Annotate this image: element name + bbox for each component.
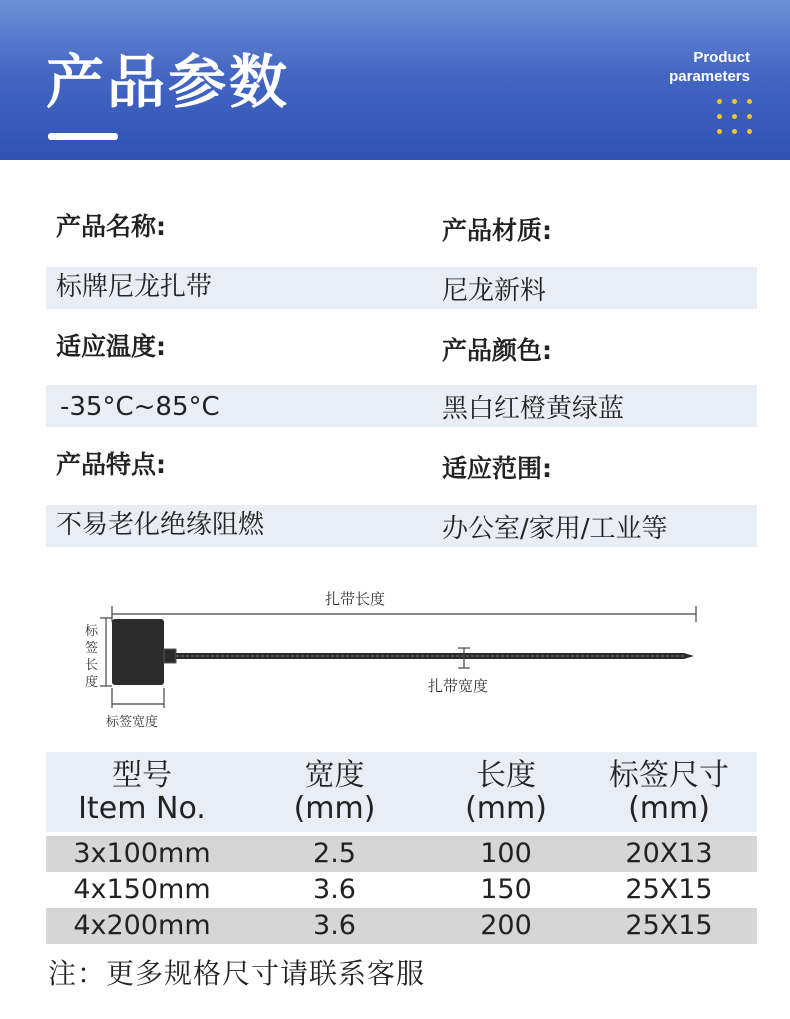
strap-head bbox=[164, 649, 176, 663]
cell-width: 3.6 bbox=[313, 910, 356, 941]
spec-value-name: 标牌尼龙扎带 bbox=[56, 272, 213, 302]
cell-tag-size: 25X15 bbox=[625, 874, 713, 905]
spec-label-material: 产品材质: bbox=[442, 216, 552, 245]
tag-length-char-2: 签 bbox=[85, 641, 99, 656]
table-row bbox=[46, 836, 757, 872]
table-row bbox=[46, 908, 757, 944]
table-header bbox=[46, 752, 757, 832]
spec-label-name: 产品名称: bbox=[56, 212, 166, 241]
footnote: 注：更多规格尺寸请联系客服 bbox=[48, 957, 426, 990]
table-row bbox=[46, 872, 757, 908]
header-english-subtitle bbox=[669, 48, 750, 86]
header-length: 长度 (mm) bbox=[465, 758, 547, 826]
tag-length-char-4: 度 bbox=[85, 675, 99, 690]
spec-value-temperature: -35°C~85°C bbox=[60, 392, 220, 422]
cell-item-no: 4x200mm bbox=[73, 910, 211, 941]
header-tag-size: 标签尺寸 (mm) bbox=[609, 758, 729, 826]
dot-grid-icon bbox=[717, 99, 753, 135]
cell-width: 2.5 bbox=[313, 838, 356, 869]
subtitle-line-2: parameters bbox=[669, 68, 750, 85]
spec-label-features: 产品特点: bbox=[56, 450, 166, 479]
spec-label-temperature: 适应温度: bbox=[56, 332, 166, 361]
spec-label-scope: 适应范围: bbox=[442, 454, 552, 483]
cell-length: 150 bbox=[480, 874, 532, 905]
cell-width: 3.6 bbox=[313, 874, 356, 905]
tag-length-char-1: 标 bbox=[85, 624, 99, 639]
tag-length-char-3: 长 bbox=[85, 658, 99, 673]
cell-length: 200 bbox=[480, 910, 532, 941]
cable-tie-diagram bbox=[72, 582, 712, 732]
spec-value-color: 黑白红橙黄绿蓝 bbox=[442, 394, 625, 424]
cell-tag-size: 20X13 bbox=[625, 838, 713, 869]
tie-length-label: 扎带长度 bbox=[325, 590, 386, 608]
title-underline bbox=[48, 133, 118, 140]
spec-value-material: 尼龙新料 bbox=[442, 276, 547, 306]
cell-length: 100 bbox=[480, 838, 532, 869]
header-width: 宽度 (mm) bbox=[293, 758, 376, 826]
spec-label-color: 产品颜色: bbox=[442, 336, 552, 365]
header-item-no: 型号 Item No. bbox=[78, 758, 206, 826]
subtitle-line-1: Product bbox=[693, 49, 750, 66]
tie-width-label: 扎带宽度 bbox=[428, 677, 489, 695]
cell-tag-size: 25X15 bbox=[625, 910, 713, 941]
cell-item-no: 3x100mm bbox=[73, 838, 211, 869]
page-title: 产品参数 bbox=[46, 48, 291, 116]
tag-width-label: 标签宽度 bbox=[106, 715, 159, 730]
header-banner bbox=[0, 0, 790, 160]
cell-item-no: 4x150mm bbox=[73, 874, 211, 905]
spec-value-scope: 办公室/家用/工业等 bbox=[442, 514, 668, 544]
tag-shape bbox=[112, 619, 164, 685]
spec-value-features: 不易老化绝缘阻燃 bbox=[56, 510, 265, 540]
spec-table bbox=[46, 752, 757, 944]
